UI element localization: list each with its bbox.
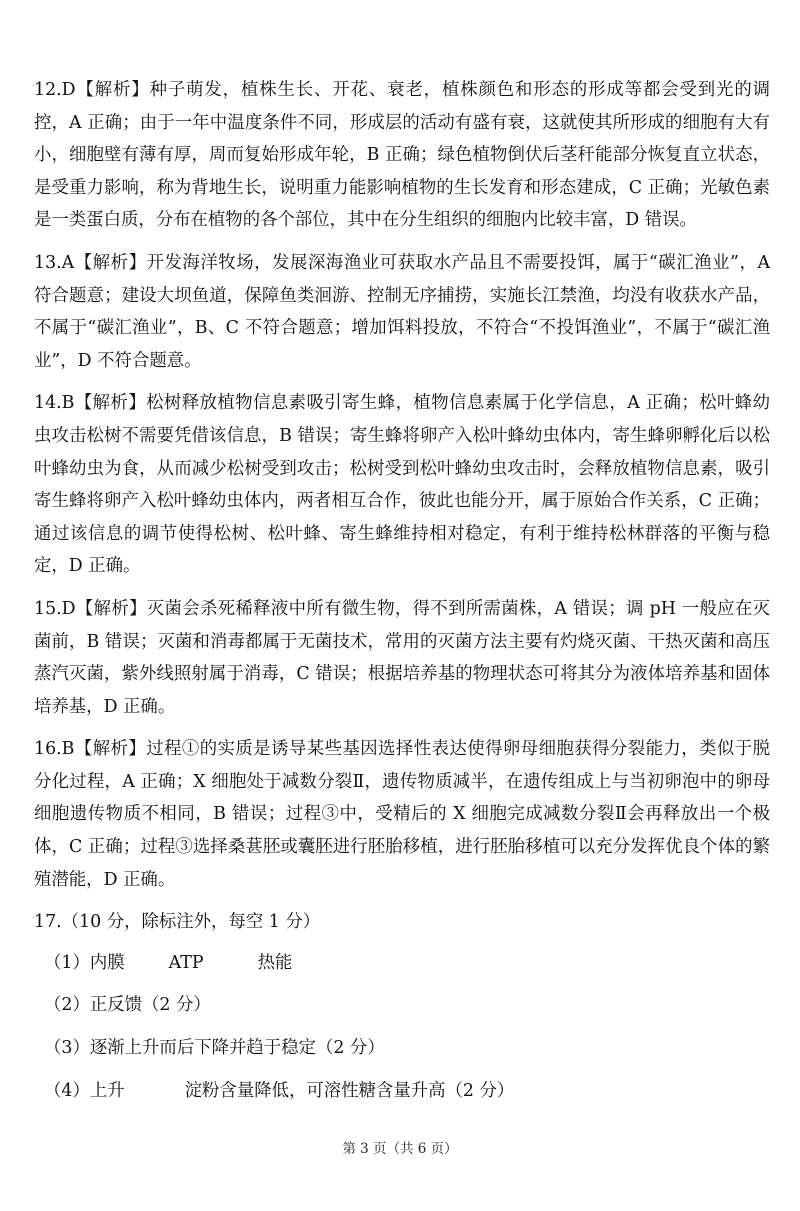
explanation-q16: 16.B【解析】过程①的实质是诱导某些基因选择性表达使得卵母细胞获得分裂能力，类似于脱分化过程，A 正确；X 细胞处于减数分裂Ⅱ，遗传物质减半，在遗传组成上与当初卵泡中的卵母细胞遗传物质不相同，B 错误；过程③中，受精后的 X 细胞完成减数分裂Ⅱ会再释放出一个极体，C 正确；过程③选择桑葚胚或囊胚进行胚胎移植，进行胚胎移植可以充分发挥优良个体的繁殖潜能，D 正确。 [34, 739, 770, 890]
q17-answers [34, 906, 770, 1107]
q17-answer-2 [34, 989, 770, 1022]
explanation-q15: 15.D【解析】灭菌会杀死稀释液中所有微生物，得不到所需菌株，A 错误；调 pH 一般应在灭菌前，B 错误；灭菌和消毒都属于无菌技术，常用的灭菌方法主要有灼烧灭菌、干热灭菌和高压蒸汽灭菌，紫外线照射属于消毒，C 错误；根据培养基的物理状态可将其分为液体培养基和固体培养基，D 正确。 [34, 598, 770, 717]
answer-text: ATP [168, 952, 204, 973]
page-footer: 第 3 页（共 6 页） [342, 1141, 458, 1157]
q17-answer-4 [34, 1075, 770, 1108]
answer-number: （1） [44, 952, 90, 973]
explanation-q14: 14.B【解析】松树释放植物信息素吸引寄生蜂，植物信息素属于化学信息，A 正确；松叶蜂幼虫攻击松树不需要凭借该信息，B 错误；寄生蜂将卵产入松叶蜂幼虫体内，寄生蜂卵孵化后以松叶蜂幼虫为食，从而减少松树受到攻击；松树受到松叶蜂幼虫攻击时，会释放植物信息素，吸引寄生蜂将卵产入松叶蜂幼虫体内，两者相互合作，彼此也能分开，属于原始合作关系，C 正确；通过该信息的调节使得松树、松叶蜂、寄生蜂维持相对稳定，有利于维持松林群落的平衡与稳定，D 正确。 [34, 393, 770, 577]
answer-text: 内膜 [89, 952, 125, 973]
q17-answer-3 [34, 1032, 770, 1065]
answer-number: （2） [44, 995, 90, 1016]
answer-text: 热能 [257, 952, 293, 973]
answer-number: （4） [44, 1080, 90, 1101]
answer-text: 逐渐上升而后下降并趋于稳定（2 分） [89, 1038, 385, 1059]
answer-number: （3） [44, 1038, 90, 1059]
q17-answer-1 [34, 947, 770, 980]
explanation-q12: 12.D【解析】种子萌发，植株生长、开花、衰老，植株颜色和形态的形成等都会受到光的调控，A 正确；由于一年中温度条件不同，形成层的活动有盛有衰，这就使其所形成的细胞有大有小，细胞壁有薄有厚，周而复始形成年轮，B 正确；绿色植物倒伏后茎秆能部分恢复直立状态，是受重力影响，称为背地生长，说明重力能影响植物的生长发育和形态建成，C 正确；光敏色素是一类蛋白质，分布在植物的各个部位，其中在分生组织的细胞内比较丰富，D 错误。 [34, 80, 770, 231]
explanation-q13: 13.A【解析】开发海洋牧场，发展深海渔业可获取水产品且不需要投饵，属于“碳汇渔业”，A 符合题意；建设大坝鱼道，保障鱼类洄游、控制无序捕捞，实施长江禁渔，均没有收获水产品，不属于“碳汇渔业”，B、C 不符合题意；增加饵料投放，不符合“不投饵渔业”，不属于“碳汇渔业”，D 不符合题意。 [34, 252, 770, 371]
answer-text: 正反馈（2 分） [89, 995, 211, 1016]
answer-text: 上升 [89, 1080, 125, 1101]
answer-text: 淀粉含量降低，可溶性糖含量升高（2 分） [184, 1080, 515, 1101]
q17-header: 17.（10 分，除标注外，每空 1 分） [34, 912, 321, 933]
answer-content [34, 74, 770, 1117]
